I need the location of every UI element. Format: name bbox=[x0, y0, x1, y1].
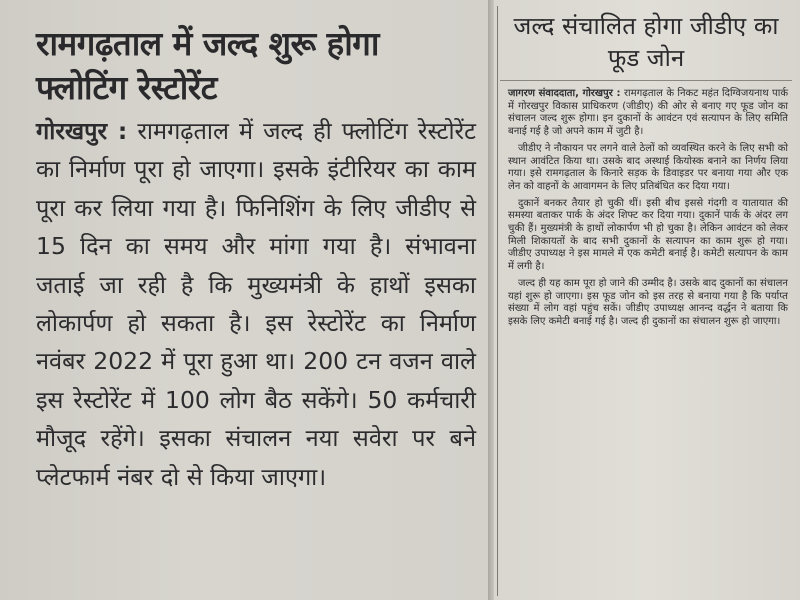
right-dateline: जागरण संवाददाता, गोरखपुर : bbox=[508, 88, 621, 99]
right-paragraph-1-text: रामगढ़ताल के निकट महंत दिग्विजयनाथ पार्क में गोरखपुर विकास प्राधिकरण (जीडीए) की ओर से बनाए गए फूड जोन का संचालन जल्द शुरू होगा। इन दुकानों के आवंटन एवं सत्यापन के लिए समिति बनाई गई है जो अपने काम में जुटी है। bbox=[508, 88, 788, 138]
headline-rule bbox=[500, 80, 792, 81]
left-headline: रामगढ़ताल में जल्द शुरू होगा फ्लोटिंग रेस्टोरेंट bbox=[36, 24, 379, 107]
right-headline: जल्द संचालित होगा जीडीए का फूड जोन bbox=[513, 12, 779, 72]
left-article-body bbox=[36, 112, 476, 496]
right-paragraph-1 bbox=[508, 88, 788, 139]
right-article-body bbox=[508, 88, 788, 333]
right-paragraph-4: जल्द ही यह काम पूरा हो जाने की उम्मीद है। उसके बाद दुकानों का संचालन यहां शुरू हो जाएगा। इस फूड जोन को इस तरह से बनाया गया है कि पर्याप्त संख्या में लोग वहां पहुंच सकें। जीडीए उपाध्यक्ष आनन्द वर्द्धन ने बताया कि इसके लिए कमेटी बनाई गई है। जल्द ही दुकानों का संचालन शुरू हो जाएगा। bbox=[508, 277, 788, 327]
right-paragraph-3: दुकानें बनकर तैयार हो चुकी थीं। इसी बीच इससे गंदगी व यातायात की समस्या बताकर पार्क के अंदर शिफ्ट कर दिया गया। दुकानें पार्क के अंदर लग चुकी हैं। मुख्यमंत्री के हाथों लोकार्पण भी हो चुका है। लेकिन आवंटन को लेकर मिली शिकायतों के बाद सभी दुकानों के सत्यापन का काम शुरू हो गया। जीडीए उपाध्यक्ष ने इस मामले में एक कमेटी बनाई है। कमेटी सत्यापन के काम में लगी है। bbox=[508, 197, 788, 273]
right-paragraph-2: जीडीए ने नौकायन पर लगने वाले ठेलों को व्यवस्थित करने के लिए सभी को स्थान आवंटित किया था। उसके बाद अस्थाई कियोस्क बनाने का निर्णय लिया गया। इसे रामगढ़ताल के किनारे सड़क के डिवाइडर पर बनाया गया और एक लेन को वाहनों के आवागमन के लिए प्रतिबंधित कर दिया गया। bbox=[508, 142, 788, 192]
left-dateline: गोरखपुर : bbox=[36, 117, 128, 145]
left-body-text: रामगढ़ताल में जल्द ही फ्लोटिंग रेस्टोरेंट का निर्माण पूरा हो जाएगा। इसके इंटीरियर का काम पूरा कर लिया गया है। फिनिशिंग के लिए जीडीए से 15 दिन का समय और मांगा गया है। संभावना जताई जा रही है कि मुख्यमंत्री के हाथों इसका लोकार्पण हो सकता है। इस रेस्टोरेंट का निर्माण नवंबर 2022 में पूरा हुआ था। 200 टन वजन वाले इस रेस्टोरेंट में 100 लोग बैठ सकेंगे। 50 कर्मचारी मौजूद रहेंगे। इसका संचालन नया सवेरा पर बने प्लेटफार्म नंबर दो से किया जाएगा। bbox=[36, 117, 476, 491]
column-rule bbox=[497, 6, 498, 596]
